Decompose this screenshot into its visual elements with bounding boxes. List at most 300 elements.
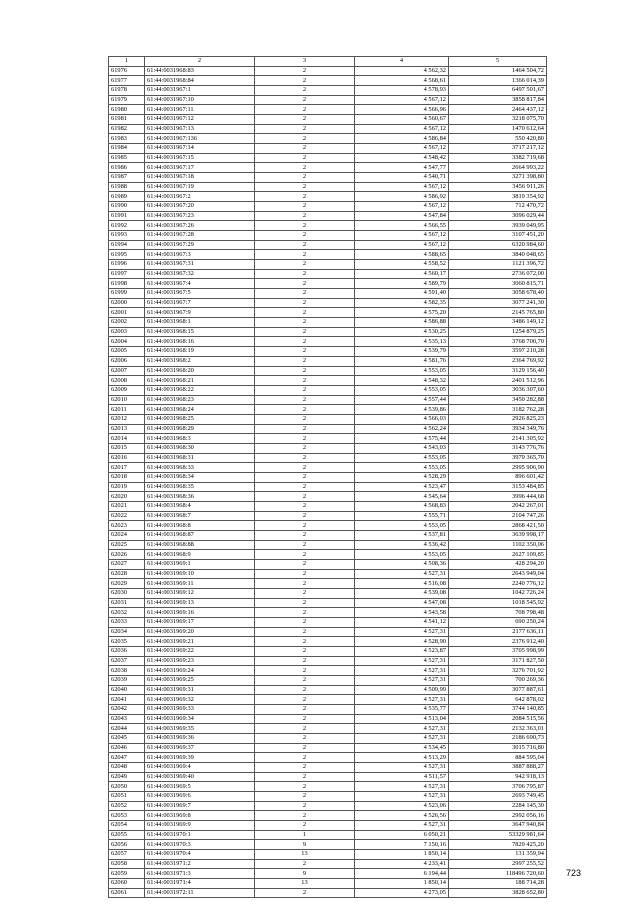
cadastral-number-cell: 61:44:0031967:15 — [145, 153, 255, 163]
table-row — [109, 792, 547, 802]
cadastral-number-cell: 61:44:0031968:87 — [145, 530, 255, 540]
rate-cell: 4 589,79 — [355, 279, 449, 289]
table-row — [109, 347, 547, 357]
cadastral-number-cell: 61:44:0031969:34 — [145, 714, 255, 724]
value-cell: 690 250,24 — [449, 617, 547, 627]
table-row — [109, 540, 547, 550]
row-number-cell: 62030 — [109, 588, 145, 598]
rate-cell: 4 567,12 — [355, 144, 449, 154]
table-row — [109, 753, 547, 763]
category-cell: 2 — [255, 221, 355, 231]
rate-cell: 4 539,08 — [355, 588, 449, 598]
cadastral-number-cell: 61:44:0031967:13 — [145, 124, 255, 134]
category-cell: 2 — [255, 472, 355, 482]
table-row — [109, 617, 547, 627]
rate-cell: 4 527,31 — [355, 782, 449, 792]
value-cell: 188 714,28 — [449, 879, 547, 889]
category-cell: 2 — [255, 666, 355, 676]
category-cell: 2 — [255, 734, 355, 744]
category-cell: 2 — [255, 376, 355, 386]
category-cell: 2 — [255, 656, 355, 666]
category-cell: 2 — [255, 859, 355, 869]
column-header-5: 5 — [449, 57, 547, 67]
rate-cell: 4 509,99 — [355, 685, 449, 695]
cadastral-number-cell: 61:44:0031967:5 — [145, 289, 255, 299]
column-header-2: 2 — [145, 57, 255, 67]
value-cell: 3887 888,27 — [449, 763, 547, 773]
cadastral-number-cell: 61:44:0031968:16 — [145, 337, 255, 347]
value-cell: 2464 437,12 — [449, 105, 547, 115]
row-number-cell: 62024 — [109, 530, 145, 540]
table-row — [109, 724, 547, 734]
category-cell: 2 — [255, 821, 355, 831]
cadastral-number-cell: 61:44:0031968:33 — [145, 463, 255, 473]
rate-cell: 4 511,57 — [355, 772, 449, 782]
cadastral-number-cell: 61:44:0031968:21 — [145, 376, 255, 386]
category-cell: 2 — [255, 676, 355, 686]
table-row — [109, 879, 547, 889]
rate-cell: 4 568,83 — [355, 501, 449, 511]
category-cell: 2 — [255, 801, 355, 811]
row-number-cell: 62054 — [109, 821, 145, 831]
cadastral-number-cell: 61:44:0031969:5 — [145, 782, 255, 792]
row-number-cell: 61998 — [109, 279, 145, 289]
value-cell: 942 918,13 — [449, 772, 547, 782]
category-cell: 2 — [255, 395, 355, 405]
row-number-cell: 62061 — [109, 888, 145, 898]
row-number-cell: 62039 — [109, 676, 145, 686]
table-row — [109, 231, 547, 241]
cadastral-number-cell: 61:44:0031968:35 — [145, 482, 255, 492]
rate-cell: 4 567,12 — [355, 182, 449, 192]
category-cell: 2 — [255, 753, 355, 763]
table-row — [109, 666, 547, 676]
value-cell: 6497 501,67 — [449, 86, 547, 96]
category-cell: 2 — [255, 434, 355, 444]
table-row — [109, 240, 547, 250]
row-number-cell: 62012 — [109, 414, 145, 424]
rate-cell: 4 553,05 — [355, 453, 449, 463]
row-number-cell: 62047 — [109, 753, 145, 763]
rate-cell: 7 150,16 — [355, 840, 449, 850]
row-number-cell: 61979 — [109, 95, 145, 105]
table-row — [109, 850, 547, 860]
category-cell: 2 — [255, 443, 355, 453]
row-number-cell: 61983 — [109, 134, 145, 144]
category-cell: 2 — [255, 646, 355, 656]
value-cell: 2084 515,56 — [449, 714, 547, 724]
table-row — [109, 260, 547, 270]
value-cell: 2104 747,26 — [449, 511, 547, 521]
value-cell: 3171 827,50 — [449, 656, 547, 666]
table-row — [109, 95, 547, 105]
rate-cell: 4 527,31 — [355, 724, 449, 734]
value-cell: 3819 354,92 — [449, 192, 547, 202]
rate-cell: 4 535,13 — [355, 337, 449, 347]
row-number-cell: 62059 — [109, 869, 145, 879]
category-cell: 2 — [255, 66, 355, 76]
value-cell: 884 595,04 — [449, 753, 547, 763]
table-row — [109, 279, 547, 289]
rate-cell: 4 527,31 — [355, 695, 449, 705]
value-cell: 3979 365,70 — [449, 453, 547, 463]
rate-cell: 6 194,44 — [355, 869, 449, 879]
row-number-cell: 61991 — [109, 211, 145, 221]
rate-cell: 4 527,31 — [355, 666, 449, 676]
rate-cell: 4 581,76 — [355, 356, 449, 366]
table-row — [109, 86, 547, 96]
cadastral-number-cell: 61:44:0031969:17 — [145, 617, 255, 627]
rate-cell: 4 575,20 — [355, 308, 449, 318]
cadastral-number-cell: 61:44:0031967:32 — [145, 269, 255, 279]
table-row — [109, 598, 547, 608]
table-row — [109, 211, 547, 221]
table-row — [109, 115, 547, 125]
value-cell: 3939 049,95 — [449, 221, 547, 231]
cadastral-number-cell: 61:44:0031968:15 — [145, 327, 255, 337]
rate-cell: 4 567,12 — [355, 202, 449, 212]
row-number-cell: 62013 — [109, 424, 145, 434]
category-cell: 2 — [255, 260, 355, 270]
row-number-cell: 62038 — [109, 666, 145, 676]
rate-cell: 4 553,05 — [355, 366, 449, 376]
row-number-cell: 61989 — [109, 192, 145, 202]
cadastral-number-cell: 61:44:0031968:1 — [145, 318, 255, 328]
rate-cell: 4 527,31 — [355, 792, 449, 802]
value-cell: 1464 504,72 — [449, 66, 547, 76]
cadastral-number-cell: 61:44:0031967:136 — [145, 134, 255, 144]
table-row — [109, 888, 547, 898]
cadastral-number-cell: 61:44:0031967:20 — [145, 202, 255, 212]
table-row — [109, 705, 547, 715]
table-row — [109, 637, 547, 647]
category-cell: 2 — [255, 705, 355, 715]
rate-cell: 4 537,81 — [355, 530, 449, 540]
table-row — [109, 811, 547, 821]
column-header-4: 4 — [355, 57, 449, 67]
rate-cell: 4 527,31 — [355, 734, 449, 744]
category-cell: 2 — [255, 743, 355, 753]
rate-cell: 4 543,03 — [355, 443, 449, 453]
table-row — [109, 530, 547, 540]
row-number-cell: 62041 — [109, 695, 145, 705]
row-number-cell: 62025 — [109, 540, 145, 550]
category-cell: 2 — [255, 540, 355, 550]
row-number-cell: 62042 — [109, 705, 145, 715]
rate-cell: 4 547,77 — [355, 163, 449, 173]
table-row — [109, 482, 547, 492]
value-cell: 1366 014,39 — [449, 76, 547, 86]
row-number-cell: 61997 — [109, 269, 145, 279]
category-cell: 2 — [255, 482, 355, 492]
row-number-cell: 61996 — [109, 260, 145, 270]
category-cell: 2 — [255, 76, 355, 86]
table-row — [109, 821, 547, 831]
rate-cell: 4 553,05 — [355, 521, 449, 531]
table-row — [109, 685, 547, 695]
cadastral-number-cell: 61:44:0031972:11 — [145, 888, 255, 898]
row-number-cell: 62009 — [109, 385, 145, 395]
table-row — [109, 521, 547, 531]
cadastral-number-cell: 61:44:0031969:12 — [145, 588, 255, 598]
value-cell: 2177 636,11 — [449, 627, 547, 637]
row-number-cell: 62021 — [109, 501, 145, 511]
value-cell: 3768 700,70 — [449, 337, 547, 347]
table-row — [109, 830, 547, 840]
category-cell: 2 — [255, 811, 355, 821]
cadastral-number-cell: 61:44:0031971:3 — [145, 869, 255, 879]
row-number-cell: 62027 — [109, 559, 145, 569]
table-row — [109, 289, 547, 299]
table-row — [109, 472, 547, 482]
table-row — [109, 743, 547, 753]
cadastral-number-cell: 61:44:0031968:29 — [145, 424, 255, 434]
category-cell: 2 — [255, 115, 355, 125]
table-row — [109, 463, 547, 473]
category-cell: 2 — [255, 153, 355, 163]
row-number-cell: 61999 — [109, 289, 145, 299]
cadastral-number-cell: 61:44:0031967:26 — [145, 221, 255, 231]
category-cell: 2 — [255, 385, 355, 395]
cadastral-number-cell: 61:44:0031967:3 — [145, 250, 255, 260]
row-number-cell: 62017 — [109, 463, 145, 473]
cadastral-number-cell: 61:44:0031969:37 — [145, 743, 255, 753]
table-row — [109, 734, 547, 744]
cadastral-number-cell: 61:44:0031969:13 — [145, 598, 255, 608]
row-number-cell: 62000 — [109, 298, 145, 308]
category-cell: 2 — [255, 579, 355, 589]
row-number-cell: 62023 — [109, 521, 145, 531]
value-cell: 3058 678,40 — [449, 289, 547, 299]
rate-cell: 4 523,87 — [355, 646, 449, 656]
cadastral-number-cell: 61:44:0031968:34 — [145, 472, 255, 482]
cadastral-number-cell: 61:44:0031968:88 — [145, 540, 255, 550]
row-number-cell: 61992 — [109, 221, 145, 231]
rate-cell: 4 541,12 — [355, 617, 449, 627]
table-row — [109, 656, 547, 666]
category-cell: 2 — [255, 588, 355, 598]
value-cell: 3450 282,88 — [449, 395, 547, 405]
cadastral-number-cell: 61:44:0031968:84 — [145, 76, 255, 86]
rate-cell: 4 567,12 — [355, 124, 449, 134]
table-row — [109, 395, 547, 405]
row-number-cell: 62011 — [109, 405, 145, 415]
value-cell: 3840 048,65 — [449, 250, 547, 260]
cadastral-number-cell: 61:44:0031969:36 — [145, 734, 255, 744]
cadastral-number-cell: 61:44:0031967:14 — [145, 144, 255, 154]
cadastral-number-cell: 61:44:0031969:32 — [145, 695, 255, 705]
value-cell: 53329 981,64 — [449, 830, 547, 840]
table-row — [109, 608, 547, 618]
table-row — [109, 424, 547, 434]
row-number-cell: 61977 — [109, 76, 145, 86]
rate-cell: 4 566,96 — [355, 105, 449, 115]
rate-cell: 4 562,24 — [355, 424, 449, 434]
cadastral-number-cell: 61:44:0031969:39 — [145, 753, 255, 763]
row-number-cell: 61981 — [109, 115, 145, 125]
rate-cell: 4 523,47 — [355, 482, 449, 492]
value-cell: 2995 906,90 — [449, 463, 547, 473]
value-cell: 2042 267,01 — [449, 501, 547, 511]
rate-cell: 4 536,42 — [355, 540, 449, 550]
row-number-cell: 62037 — [109, 656, 145, 666]
table-row — [109, 308, 547, 318]
table-row — [109, 840, 547, 850]
row-number-cell: 62014 — [109, 434, 145, 444]
row-number-cell: 62029 — [109, 579, 145, 589]
rate-cell: 4 539,79 — [355, 347, 449, 357]
cadastral-number-cell: 61:44:0031968:19 — [145, 347, 255, 357]
row-number-cell: 62003 — [109, 327, 145, 337]
category-cell: 2 — [255, 559, 355, 569]
rate-cell: 4 553,05 — [355, 550, 449, 560]
category-cell: 1 — [255, 830, 355, 840]
category-cell: 2 — [255, 598, 355, 608]
table-row — [109, 337, 547, 347]
rate-cell: 4 588,65 — [355, 250, 449, 260]
table-row — [109, 511, 547, 521]
value-cell: 2693 749,45 — [449, 792, 547, 802]
rate-cell: 4 233,41 — [355, 859, 449, 869]
value-cell: 1018 545,92 — [449, 598, 547, 608]
table-row — [109, 714, 547, 724]
table-row — [109, 182, 547, 192]
category-cell: 2 — [255, 714, 355, 724]
category-cell: 2 — [255, 501, 355, 511]
cadastral-number-cell: 61:44:0031968:9 — [145, 550, 255, 560]
rate-cell: 1 850,14 — [355, 879, 449, 889]
cadastral-number-cell: 61:44:0031967:19 — [145, 182, 255, 192]
cadastral-number-cell: 61:44:0031969:21 — [145, 637, 255, 647]
row-number-cell: 62044 — [109, 724, 145, 734]
row-number-cell: 62034 — [109, 627, 145, 637]
row-number-cell: 62028 — [109, 569, 145, 579]
rate-cell: 4 540,71 — [355, 173, 449, 183]
value-cell: 896 601,42 — [449, 472, 547, 482]
table-row — [109, 327, 547, 337]
row-number-cell: 62001 — [109, 308, 145, 318]
rate-cell: 4 566,03 — [355, 414, 449, 424]
row-number-cell: 61994 — [109, 240, 145, 250]
value-cell: 3934 349,76 — [449, 424, 547, 434]
cadastral-number-cell: 61:44:0031969:16 — [145, 608, 255, 618]
value-cell: 131 359,94 — [449, 850, 547, 860]
cadastral-number-cell: 61:44:0031967:9 — [145, 308, 255, 318]
row-number-cell: 61990 — [109, 202, 145, 212]
value-cell: 550 420,80 — [449, 134, 547, 144]
cadastral-number-cell: 61:44:0031968:24 — [145, 405, 255, 415]
category-cell: 2 — [255, 337, 355, 347]
table-row — [109, 414, 547, 424]
category-cell: 2 — [255, 685, 355, 695]
row-number-cell: 62050 — [109, 782, 145, 792]
value-cell: 3996 444,68 — [449, 492, 547, 502]
value-cell: 1121 396,72 — [449, 260, 547, 270]
category-cell: 2 — [255, 608, 355, 618]
row-number-cell: 62007 — [109, 366, 145, 376]
rate-cell: 4 548,42 — [355, 153, 449, 163]
category-cell: 9 — [255, 869, 355, 879]
table-body — [109, 66, 547, 898]
rate-cell: 4 543,58 — [355, 608, 449, 618]
value-cell: 700 269,36 — [449, 676, 547, 686]
table-header-row — [109, 57, 547, 67]
row-number-cell: 62057 — [109, 850, 145, 860]
rate-cell: 4 527,31 — [355, 763, 449, 773]
cadastral-number-cell: 61:44:0031967:11 — [145, 105, 255, 115]
row-number-cell: 61987 — [109, 173, 145, 183]
value-cell: 712 470,72 — [449, 202, 547, 212]
table-row — [109, 153, 547, 163]
value-cell: 3717 217,12 — [449, 144, 547, 154]
cadastral-number-cell: 61:44:0031969:8 — [145, 811, 255, 821]
value-cell: 3107 451,20 — [449, 231, 547, 241]
row-number-cell: 62018 — [109, 472, 145, 482]
category-cell: 2 — [255, 405, 355, 415]
value-cell: 3276 701,92 — [449, 666, 547, 676]
cadastral-number-cell: 61:44:0031967:7 — [145, 298, 255, 308]
cadastral-number-cell: 61:44:0031968:31 — [145, 453, 255, 463]
value-cell: 2186 690,73 — [449, 734, 547, 744]
rate-cell: 4 555,71 — [355, 511, 449, 521]
cadastral-number-cell: 61:44:0031969:24 — [145, 666, 255, 676]
category-cell: 2 — [255, 105, 355, 115]
category-cell: 2 — [255, 144, 355, 154]
value-cell: 2643 949,04 — [449, 569, 547, 579]
cadastral-number-cell: 61:44:0031967:23 — [145, 211, 255, 221]
cadastral-number-cell: 61:44:0031971:4 — [145, 879, 255, 889]
cadastral-number-cell: 61:44:0031970:3 — [145, 840, 255, 850]
rate-cell: 4 586,92 — [355, 192, 449, 202]
cadastral-number-cell: 61:44:0031969:10 — [145, 569, 255, 579]
cadastral-number-cell: 61:44:0031967:31 — [145, 260, 255, 270]
rate-cell: 4 527,31 — [355, 627, 449, 637]
category-cell: 2 — [255, 250, 355, 260]
rate-cell: 4 527,31 — [355, 821, 449, 831]
value-cell: 1102 350,06 — [449, 540, 547, 550]
value-cell: 3077 887,61 — [449, 685, 547, 695]
category-cell: 2 — [255, 763, 355, 773]
rate-cell: 4 578,93 — [355, 86, 449, 96]
rate-cell: 4 539,86 — [355, 405, 449, 415]
row-number-cell: 62006 — [109, 356, 145, 366]
row-number-cell: 62032 — [109, 608, 145, 618]
category-cell: 2 — [255, 173, 355, 183]
category-cell: 2 — [255, 617, 355, 627]
cadastral-number-cell: 61:44:0031969:6 — [145, 792, 255, 802]
cadastral-number-cell: 61:44:0031969:35 — [145, 724, 255, 734]
category-cell: 2 — [255, 550, 355, 560]
row-number-cell: 62004 — [109, 337, 145, 347]
row-number-cell: 62046 — [109, 743, 145, 753]
value-cell: 2997 255,52 — [449, 859, 547, 869]
category-cell: 2 — [255, 772, 355, 782]
category-cell: 2 — [255, 240, 355, 250]
table-row — [109, 269, 547, 279]
value-cell: 3218 075,70 — [449, 115, 547, 125]
row-number-cell: 62048 — [109, 763, 145, 773]
table-row — [109, 405, 547, 415]
table-row — [109, 385, 547, 395]
row-number-cell: 62002 — [109, 318, 145, 328]
category-cell: 2 — [255, 134, 355, 144]
value-cell: 2284 145,30 — [449, 801, 547, 811]
cadastral-number-cell: 61:44:0031967:4 — [145, 279, 255, 289]
value-cell: 2992 056,16 — [449, 811, 547, 821]
row-number-cell: 62040 — [109, 685, 145, 695]
cadastral-number-cell: 61:44:0031969:23 — [145, 656, 255, 666]
row-number-cell: 62008 — [109, 376, 145, 386]
